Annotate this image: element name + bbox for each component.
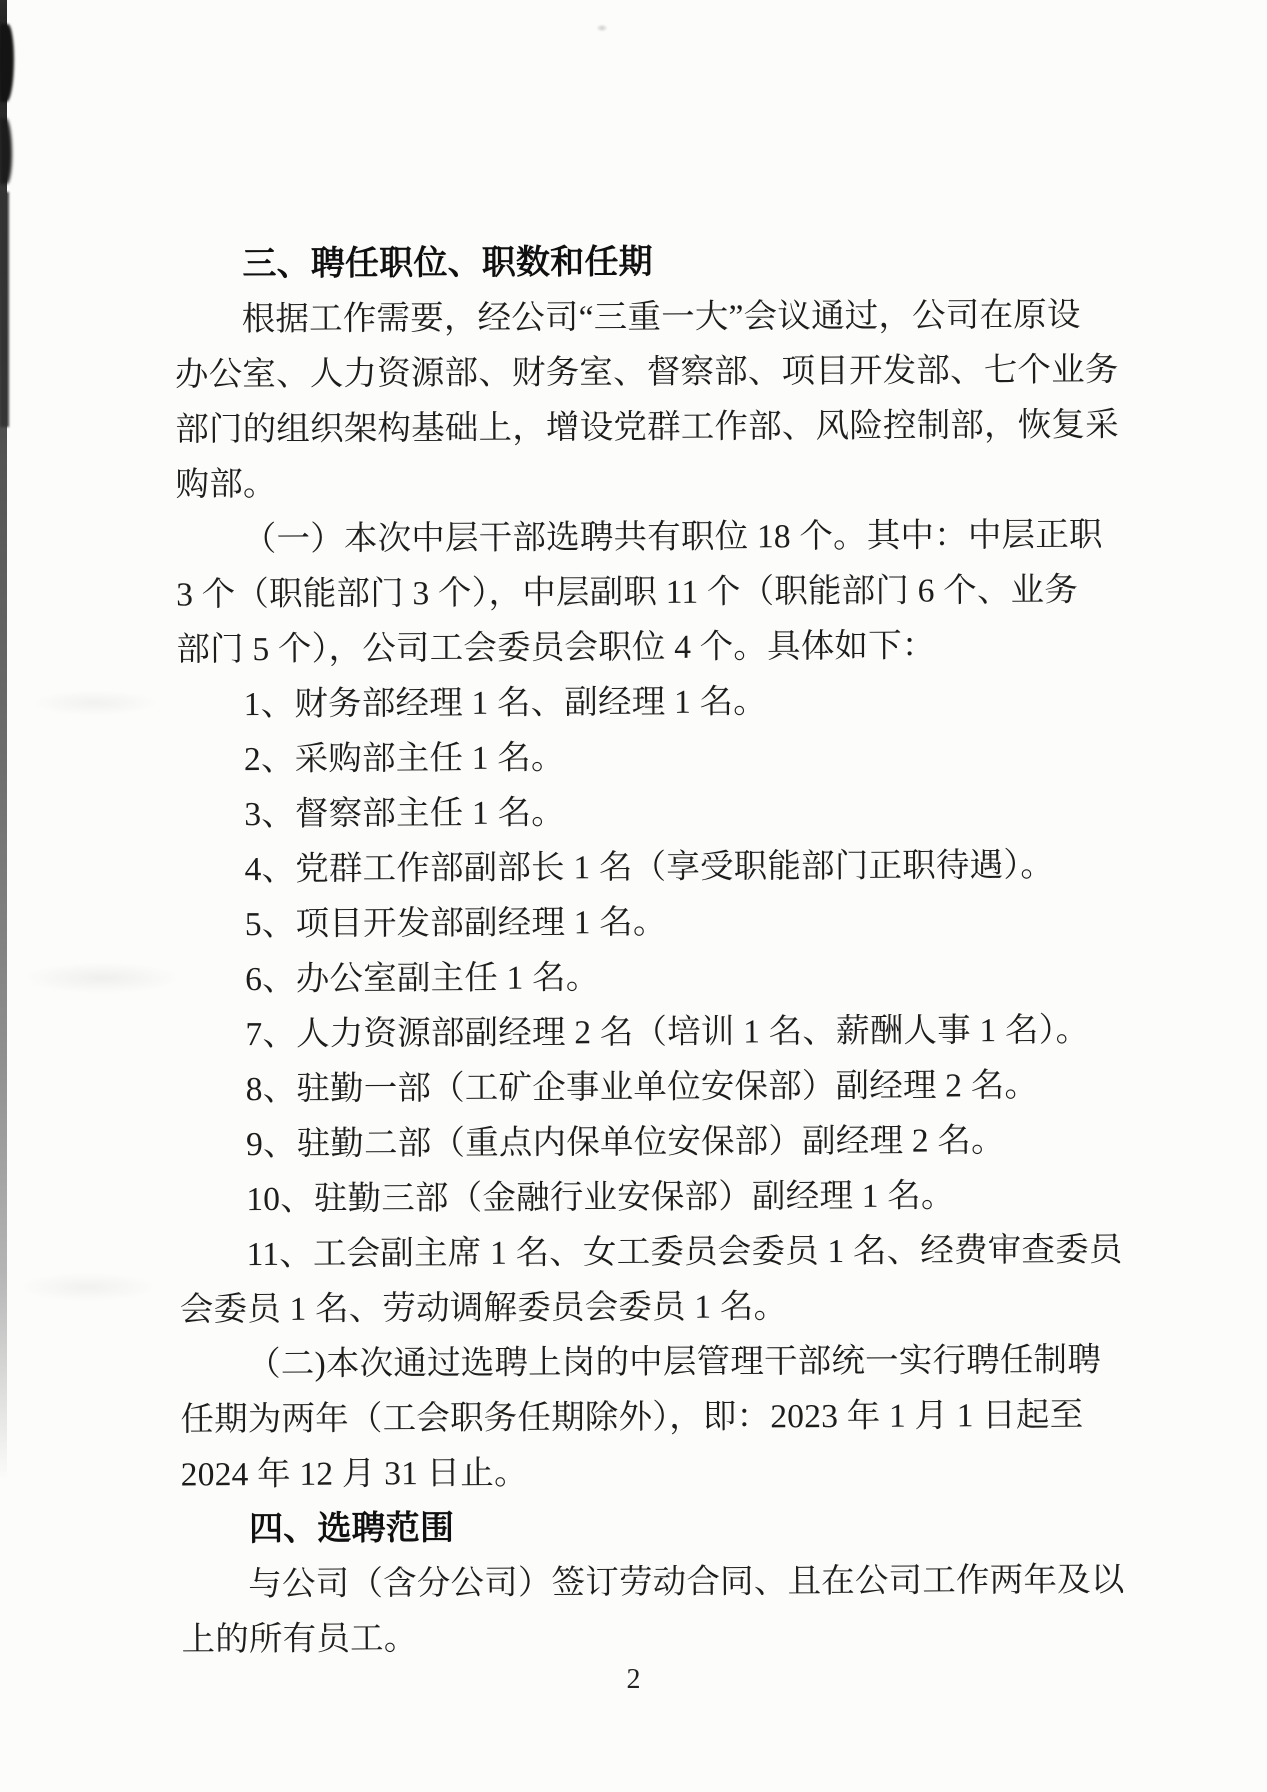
heading-text: 四、选聘范围: [248, 1509, 455, 1549]
heading-text: 三、聘任职位、职数和任期: [242, 242, 653, 284]
scan-smudge: [18, 1272, 158, 1302]
paragraph-item-1-overview: [176, 508, 1118, 678]
paragraph-item-2-term: [180, 1333, 1122, 1503]
scan-smudge: [596, 24, 608, 32]
paragraph-position-11: [179, 1223, 1121, 1338]
text-line: 1、财务部经理 1 名、副经理 1 名。: [243, 683, 768, 724]
text-line: 4、党群工作部副部长 1 名（享受职能部门正职待遇）。: [244, 846, 1055, 889]
paragraph-position-4: [177, 838, 1118, 898]
page-number: 2: [626, 1664, 641, 1695]
paragraph-position-9: [179, 1113, 1120, 1173]
scan-edge-blob: [0, 24, 14, 102]
text-line: （二)本次通过选聘上岗的中层管理干部统一实行聘任制聘: [247, 1341, 1102, 1384]
scan-smudge: [22, 962, 182, 994]
paragraph-position-3: [177, 783, 1118, 843]
text-line: 3 个（职能部门 3 个），中层副职 11 个（职能部门 6 个、业务: [176, 571, 1079, 614]
text-line: 上的所有员工。: [181, 1620, 418, 1659]
paragraph-position-2: [177, 728, 1118, 788]
text-line: 3、督察部主任 1 名。: [244, 794, 566, 834]
text-line: 7、人力资源部副经理 2 名（培训 1 名、薪酬人事 1 名）。: [245, 1011, 1090, 1054]
text-line: 办公室、人力资源部、财务室、督察部、项目开发部、七个业务: [174, 351, 1119, 394]
paragraph-position-1: [177, 673, 1118, 733]
text-line: 5、项目开发部副经理 1 名。: [244, 903, 667, 944]
text-line: 2024 年 12 月 31 日止。: [180, 1454, 528, 1494]
text-line: 11、工会副主席 1 名、女工委员会委员 1 名、经费审查委员: [246, 1231, 1123, 1274]
text-line: 会委员 1 名、劳动调解委员会委员 1 名。: [179, 1288, 788, 1329]
section-heading-scope: [181, 1498, 1122, 1558]
text-line: 2、采购部主任 1 名。: [243, 739, 565, 779]
text-line: 6、办公室副主任 1 名。: [245, 959, 600, 999]
scan-edge-blob: [0, 118, 12, 184]
text-line: 部门的组织架构基础上，增设党群工作部、风险控制部，恢复采: [175, 406, 1119, 449]
text-line: 9、驻勤二部（重点内保单位安保部）副经理 2 名。: [245, 1122, 1005, 1164]
text-line: 10、驻勤三部（金融行业安保部）副经理 1 名。: [246, 1177, 955, 1219]
text-line: （一）本次中层干部选聘共有职位 18 个。其中：中层正职: [242, 516, 1103, 559]
document-body: [174, 233, 1125, 1668]
paragraph-scope: [181, 1553, 1123, 1668]
paragraph-intro: [175, 288, 1117, 513]
paragraph-position-6: [178, 948, 1119, 1008]
text-line: 与公司（含分公司）签订劳动合同、且在公司工作两年及以: [248, 1561, 1125, 1604]
scan-edge-blob: [0, 192, 9, 427]
text-line: 部门 5 个），公司工会委员会职位 4 个。具体如下：: [176, 627, 936, 669]
scan-smudge: [30, 690, 160, 716]
paragraph-position-10: [179, 1168, 1120, 1228]
paragraph-position-5: [178, 893, 1119, 953]
paragraph-position-7: [178, 1003, 1119, 1063]
text-line: 8、驻勤一部（工矿企事业单位安保部）副经理 2 名。: [245, 1066, 1039, 1109]
text-line: 购部。: [175, 465, 277, 504]
paragraph-position-8: [179, 1058, 1120, 1118]
text-line: 任期为两年（工会职务任期除外），即：2023 年 1 月 1 日起至: [180, 1396, 1084, 1439]
section-heading-appointment: [174, 233, 1115, 293]
text-line: 根据工作需要，经公司“三重一大”会议通过，公司在原设: [241, 296, 1081, 339]
